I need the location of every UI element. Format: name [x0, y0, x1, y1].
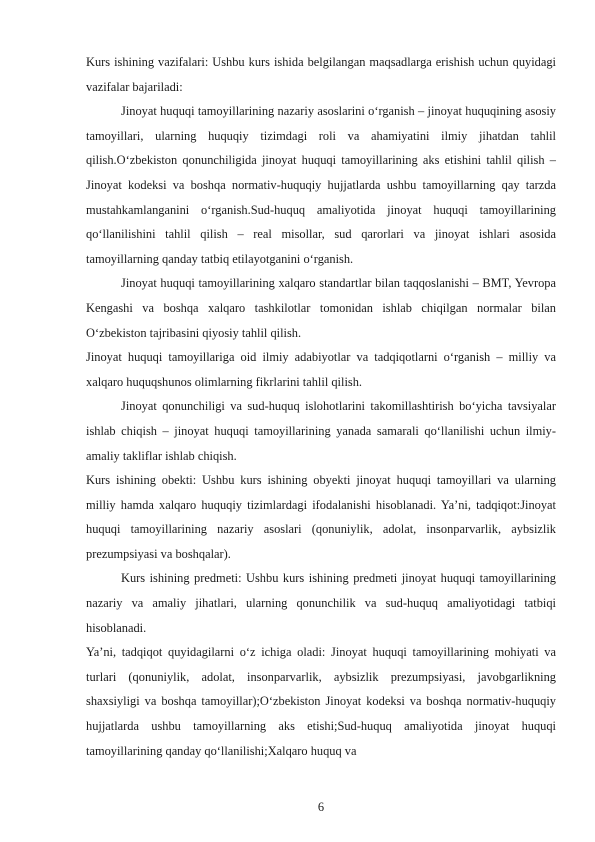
paragraph-tasks-intro: Kurs ishining vazifalari: Ushbu kurs ishida belgilangan maqsadlarga erishish uchun quyidagi vazifalar bajariladi:: [86, 55, 556, 94]
document-body: [86, 50, 556, 763]
paragraph-object: Kurs ishining obekti: Ushbu kurs ishining obyekti jinoyat huquqi tamoyillari va ularning milliy hamda xalqaro huquqiy tizimlardagi ifodalanishi hisoblanadi. Ya’ni, tadqiqot:Jinoyat huquqi tamoyillarining nazariy asoslari (qonuniylik, adolat, insonparvarlik, aybsizlik prezumpsiyasi va boshqalar).: [86, 473, 556, 561]
paragraph-theoretical-foundations: Jinoyat huquqi tamoyillarining nazariy asoslarini o‘rganish – jinoyat huquqining asosiy tamoyillari, ularning huquqiy tizimdagi roli va ahamiyatini ilmiy jihatdan tahlil qilish.O‘zbekiston qonunchiligida jinoyat huquqi tamoyillarining aks etishini tahlil qilish – Jinoyat kodeksi va boshqa normativ-huquqiy hujjatlarda ushbu tamoyillarning qay tarzda mustahkamlanganini o‘rganish.Sud-huquq amaliyotida jinoyat huquqi tamoyillarining qo‘llanilishini tahlil qilish – real misollar, sud qarorlari va jinoyat ishlari asosida tamoyillarning qanday tatbiq etilayotganini o‘rganish.: [86, 104, 556, 266]
page-number: 6: [317, 800, 325, 814]
paragraph-recommendations: Jinoyat qonunchiligi va sud-huquq islohotlarini takomillashtirish bo‘yicha tavsiyalar ishlab chiqish – jinoyat huquqi tamoyillarining yanada samarali qo‘llanilishi uchun ilmiy-amaliy takliflar ishlab chiqish.: [86, 399, 556, 463]
paragraph-international-standards: Jinoyat huquqi tamoyillarining xalqaro standartlar bilan taqqoslanishi – BMT, Yevropa Kengashi va boshqa xalqaro tashkilotlar tomonidan ishlab chiqilgan normalar bilan O‘zbekiston tajribasini qiyosiy tahlil qilish.: [86, 276, 556, 340]
paragraph-subject: Kurs ishining predmeti: Ushbu kurs ishining predmeti jinoyat huquqi tamoyillarining nazariy va amaliy jihatlari, ularning qonunchilik va sud-huquq amaliyotidagi tatbiqi hisoblanadi.: [86, 571, 556, 635]
paragraph-scientific-literature: Jinoyat huquqi tamoyillariga oid ilmiy adabiyotlar va tadqiqotlarni o‘rganish – milliy va xalqaro huquqshunos olimlarning fikrlarini tahlil qilish.: [86, 350, 556, 389]
paragraph-research-scope: Ya’ni, tadqiqot quyidagilarni o‘z ichiga oladi: Jinoyat huquqi tamoyillarining mohiyati va turlari (qonuniylik, adolat, insonparvarlik, aybsizlik prezumpsiyasi, javobgarlikning shaxsiyligi va boshqa tamoyillar);O‘zbekiston Jinoyat kodeksi va boshqa normativ-huquqiy hujjatlarda ushbu tamoyillarning aks etishi;Sud-huquq amaliyotida jinoyat huquqi tamoyillarining qanday qo‘llanilishi;Xalqaro huquq va: [86, 645, 556, 758]
